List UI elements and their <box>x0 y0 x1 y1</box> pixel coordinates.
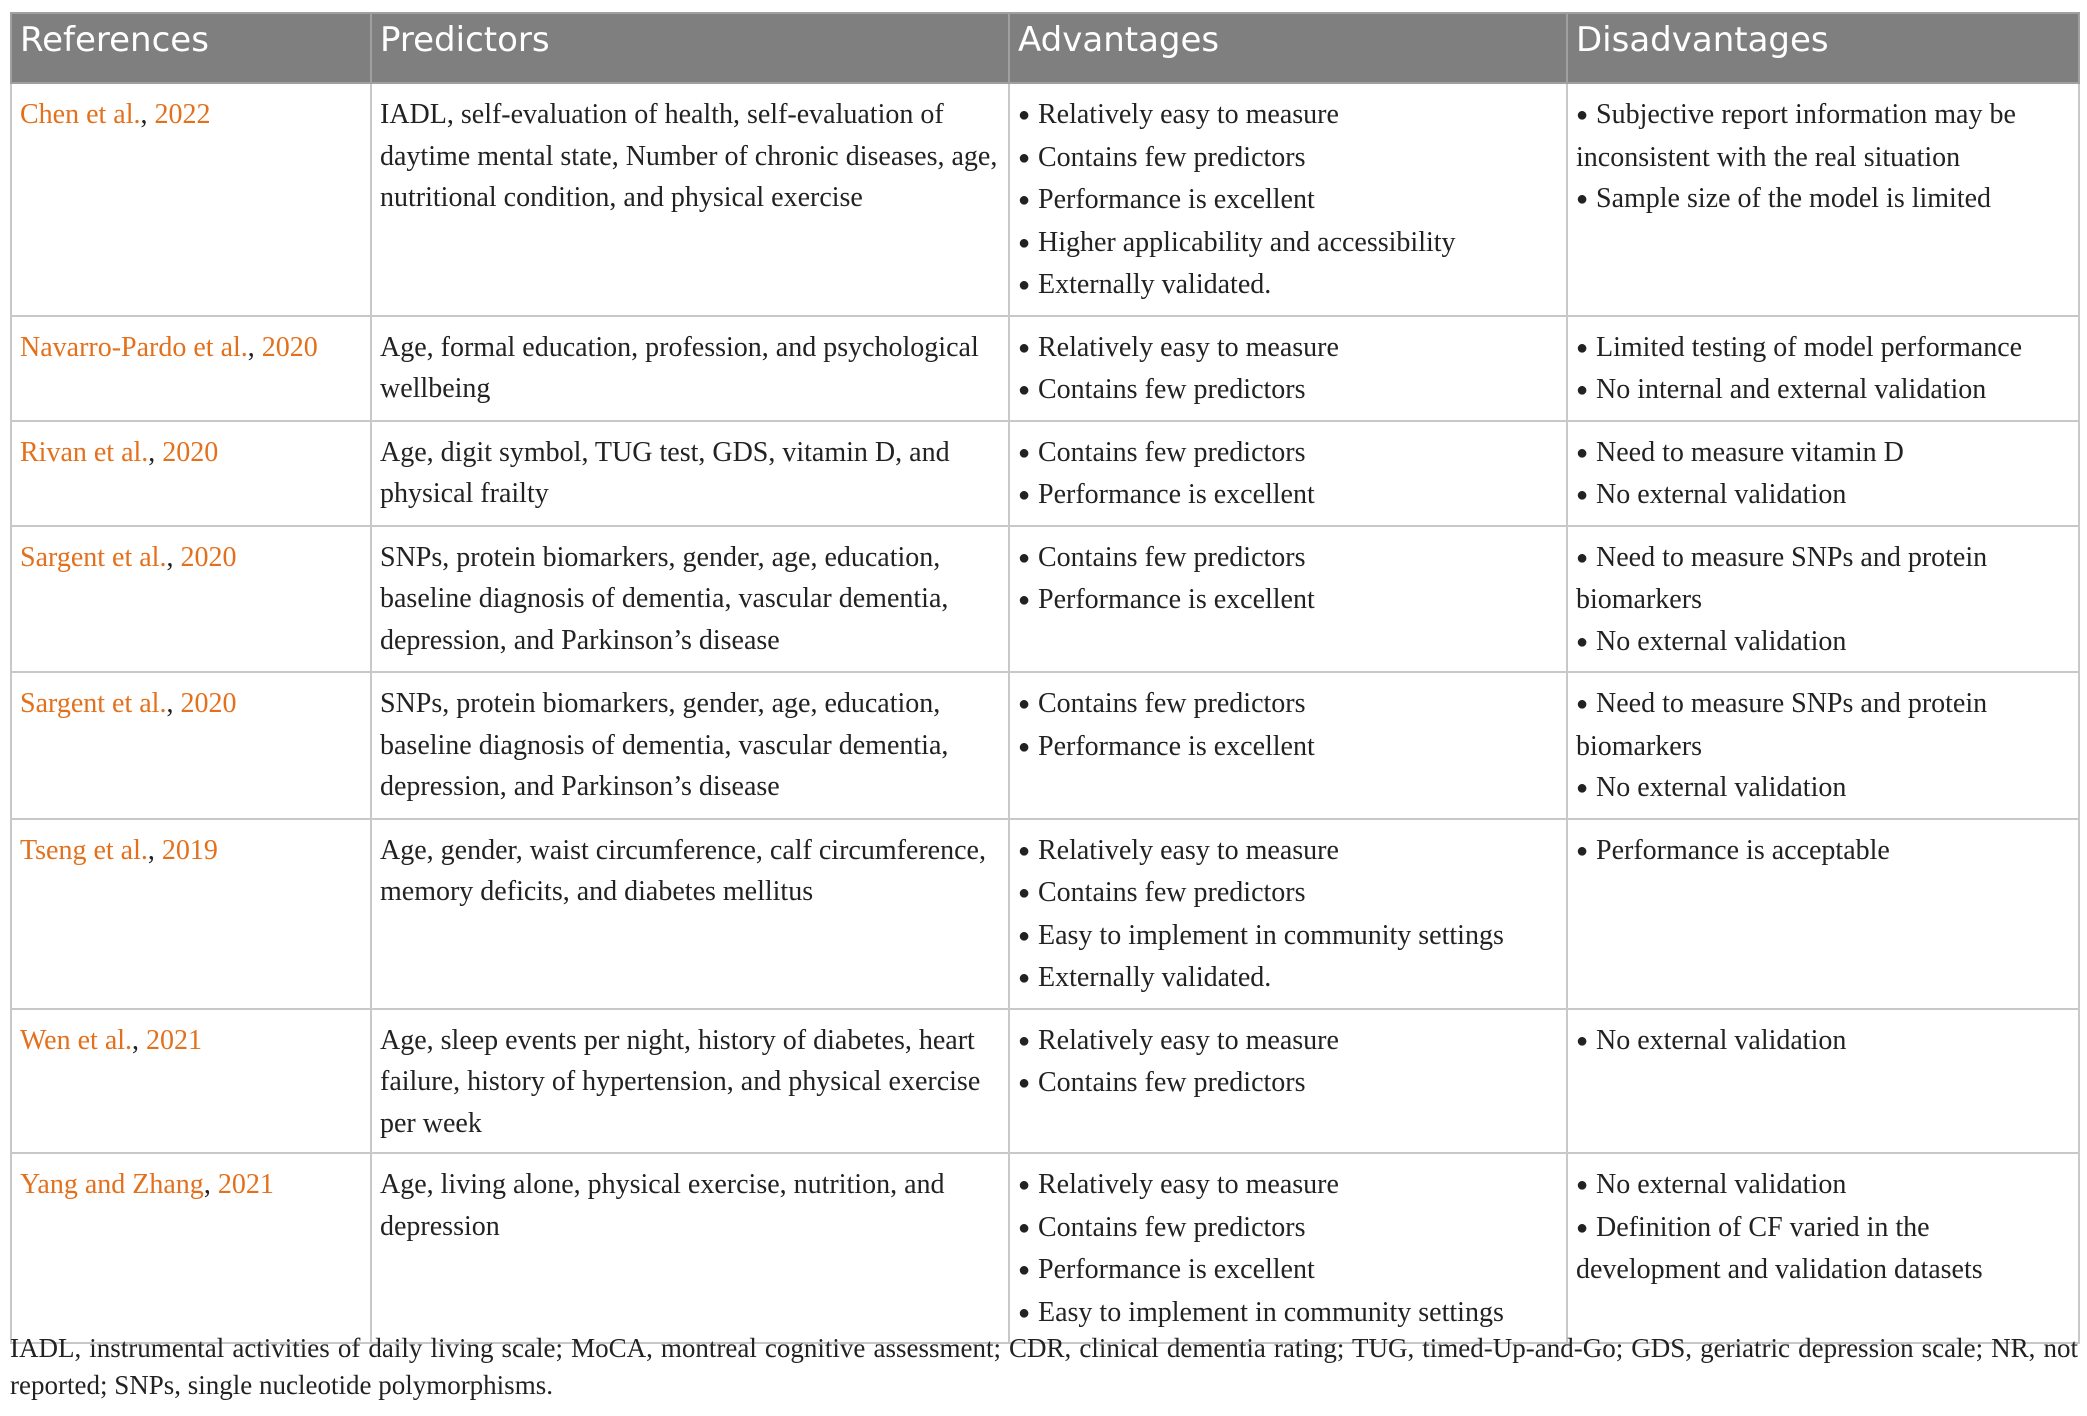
bullet-icon: ● <box>1576 379 1589 401</box>
bullet-icon: ● <box>1018 231 1031 254</box>
reference-year-link[interactable]: 2022 <box>154 99 211 130</box>
list-item-text: Need to measure vitamin D <box>1596 436 1904 468</box>
bullet-icon: ● <box>1576 188 1589 210</box>
reference-year-link[interactable]: 2021 <box>217 1169 274 1200</box>
list-item-text: Contains few predictors <box>1038 688 1306 719</box>
header-references: References <box>11 13 371 83</box>
bullet-icon: ● <box>1018 441 1031 464</box>
table-row <box>11 1009 2079 1154</box>
predictors-cell: SNPs, protein biomarkers, gender, age, education, baseline diagnosis of dementia, vascular dementia, depression, and Parkinson’s disease <box>371 526 1009 673</box>
bullet-icon: ● <box>1018 1216 1031 1239</box>
list-item-text: Subjective report information may be inconsistent with the real situation <box>1576 99 2016 173</box>
list-item-text: Easy to implement in community settings <box>1038 1296 1504 1328</box>
bullet-icon: ● <box>1018 104 1031 126</box>
list-item <box>1018 474 1560 517</box>
bullet-icon: ● <box>1576 839 1589 862</box>
list-item <box>1576 474 2072 517</box>
reference-author-link[interactable]: Chen et al. <box>20 99 141 130</box>
reference-author-link[interactable]: Sargent et al. <box>20 541 167 573</box>
list-item <box>1576 537 2072 621</box>
list-item <box>1576 1020 2072 1063</box>
reference-separator: , <box>247 331 262 363</box>
list-item <box>1018 1249 1560 1292</box>
list-item <box>1576 94 2072 178</box>
reference-separator: , <box>166 541 181 573</box>
reference-author-link[interactable]: Sargent et al. <box>20 688 167 719</box>
disadvantages-cell-list <box>1576 830 2072 873</box>
list-item <box>1576 1207 2072 1291</box>
table-row <box>11 1153 2079 1343</box>
table-row <box>11 421 2079 526</box>
list-item <box>1018 1020 1560 1063</box>
list-item <box>1018 179 1560 222</box>
list-item <box>1018 137 1560 180</box>
bullet-icon: ● <box>1018 546 1031 569</box>
bullet-icon: ● <box>1018 1301 1031 1324</box>
reference-separator: , <box>148 436 163 468</box>
list-item-text: Higher applicability and accessibility <box>1038 226 1456 258</box>
advantages-cell <box>1009 421 1567 526</box>
list-item <box>1576 369 2072 412</box>
bullet-icon: ● <box>1018 274 1031 296</box>
reference-author-link[interactable]: Wen et al. <box>20 1024 133 1056</box>
list-item-text: Contains few predictors <box>1038 877 1306 908</box>
list-item-text: Relatively easy to measure <box>1038 331 1339 363</box>
disadvantages-cell <box>1567 1153 2079 1343</box>
advantages-cell-list <box>1018 830 1560 1000</box>
advantages-cell-list <box>1018 683 1560 768</box>
bullet-icon: ● <box>1018 882 1031 904</box>
list-item-text: Relatively easy to measure <box>1038 834 1339 866</box>
disadvantages-cell-list <box>1576 683 2072 810</box>
list-item-text: Contains few predictors <box>1038 141 1306 173</box>
list-item <box>1018 683 1560 726</box>
table-row <box>11 526 2079 673</box>
disadvantages-cell <box>1567 819 2079 1009</box>
disadvantages-cell-list <box>1576 327 2072 412</box>
list-item-text: Relatively easy to measure <box>1038 1169 1339 1200</box>
list-item <box>1018 264 1560 307</box>
bullet-icon: ● <box>1018 735 1031 758</box>
list-item <box>1576 432 2072 475</box>
predictors-cell: SNPs, protein biomarkers, gender, age, education, baseline diagnosis of dementia, vascular dementia, depression, and Parkinson’s disease <box>371 672 1009 819</box>
list-item-text: Definition of CF varied in the development and validation datasets <box>1576 1211 1983 1285</box>
disadvantages-cell-list <box>1576 537 2072 664</box>
bullet-icon: ● <box>1018 589 1031 611</box>
bullet-icon: ● <box>1018 379 1031 401</box>
list-item <box>1018 915 1560 958</box>
reference-cell <box>11 421 371 526</box>
list-item-text: Contains few predictors <box>1038 374 1306 405</box>
reference-year-link[interactable]: 2020 <box>180 688 237 719</box>
bullet-icon: ● <box>1018 336 1031 359</box>
reference-cell <box>11 1153 371 1343</box>
list-item-text: Contains few predictors <box>1038 436 1306 468</box>
reference-author-link[interactable]: Rivan et al. <box>20 436 149 468</box>
list-item <box>1018 579 1560 622</box>
list-item-text: Need to measure SNPs and protein biomarkers <box>1576 541 1988 615</box>
list-item-text: Performance is excellent <box>1038 1254 1315 1285</box>
advantages-cell <box>1009 1009 1567 1154</box>
list-item-text: Contains few predictors <box>1038 1211 1306 1243</box>
bullet-icon: ● <box>1018 189 1031 211</box>
bullet-icon: ● <box>1018 1072 1031 1094</box>
disadvantages-cell-list <box>1576 1020 2072 1063</box>
list-item-text: Sample size of the model is limited <box>1596 183 1992 214</box>
header-predictors: Predictors <box>371 13 1009 83</box>
list-item-text: Contains few predictors <box>1038 1067 1306 1098</box>
list-item-text: Externally validated. <box>1038 269 1272 300</box>
list-item <box>1018 369 1560 412</box>
reference-cell <box>11 819 371 1009</box>
list-item-text: No internal and external validation <box>1596 374 1987 405</box>
predictors-cell: IADL, self-evaluation of health, self-evaluation of daytime mental state, Number of chronic diseases, age, nutritional condition, and physical exercise <box>371 83 1009 316</box>
list-item-text: Easy to implement in community settings <box>1038 919 1504 951</box>
reference-year-link[interactable]: 2020 <box>180 541 237 573</box>
bullet-icon: ● <box>1576 693 1589 715</box>
header-disadvantages: Disadvantages <box>1567 13 2079 83</box>
bullet-icon: ● <box>1018 967 1031 989</box>
advantages-cell <box>1009 1153 1567 1343</box>
bullet-icon: ● <box>1576 777 1589 799</box>
predictors-cell: Age, gender, waist circumference, calf circumference, memory deficits, and diabetes mellitus <box>371 819 1009 1009</box>
predictors-cell: Age, digit symbol, TUG test, GDS, vitamin D, and physical frailty <box>371 421 1009 526</box>
bullet-icon: ● <box>1576 104 1589 126</box>
disadvantages-cell-list <box>1576 1164 2072 1291</box>
list-item <box>1018 872 1560 915</box>
list-item <box>1018 726 1560 769</box>
advantages-cell-list <box>1018 327 1560 412</box>
advantages-cell <box>1009 83 1567 316</box>
advantages-cell <box>1009 819 1567 1009</box>
reference-cell <box>11 672 371 819</box>
list-item <box>1018 1164 1560 1207</box>
list-item-text: Contains few predictors <box>1038 541 1306 573</box>
disadvantages-cell <box>1567 526 2079 673</box>
predictors-cell: Age, sleep events per night, history of diabetes, heart failure, history of hypertension, and physical exercise per week <box>371 1009 1009 1154</box>
reference-separator: , <box>140 99 155 130</box>
list-item <box>1018 327 1560 370</box>
list-item <box>1576 1164 2072 1207</box>
disadvantages-cell <box>1567 83 2079 316</box>
table-row <box>11 819 2079 1009</box>
reference-author-link[interactable]: Yang and Zhang <box>20 1169 204 1200</box>
list-item <box>1576 327 2072 370</box>
list-item <box>1576 178 2072 221</box>
reference-year-link[interactable]: 2019 <box>161 834 218 866</box>
advantages-cell <box>1009 316 1567 421</box>
reference-separator: , <box>147 834 162 866</box>
advantages-cell-list <box>1018 94 1560 307</box>
list-item-text: Performance is excellent <box>1038 730 1315 762</box>
list-item-text: Externally validated. <box>1038 962 1272 993</box>
disadvantages-cell <box>1567 672 2079 819</box>
bullet-icon: ● <box>1018 1259 1031 1281</box>
reference-cell <box>11 1009 371 1154</box>
bullet-icon: ● <box>1576 1216 1589 1239</box>
table-row <box>11 83 2079 316</box>
list-item-text: No external validation <box>1596 1169 1847 1200</box>
list-item-text: Performance is excellent <box>1038 184 1315 215</box>
list-item-text: Limited testing of model performance <box>1596 331 2023 363</box>
reference-year-link[interactable]: 2021 <box>146 1024 203 1056</box>
bullet-icon: ● <box>1018 1029 1031 1052</box>
reference-year-link[interactable]: 2020 <box>261 331 318 363</box>
advantages-cell-list <box>1018 1164 1560 1334</box>
reference-separator: , <box>132 1024 147 1056</box>
disadvantages-cell <box>1567 421 2079 526</box>
bullet-icon: ● <box>1576 1174 1589 1196</box>
list-item <box>1018 1062 1560 1105</box>
list-item <box>1018 222 1560 265</box>
list-item-text: Performance is excellent <box>1038 479 1315 510</box>
list-item-text: Relatively easy to measure <box>1038 1024 1339 1056</box>
advantages-cell-list <box>1018 432 1560 517</box>
bullet-icon: ● <box>1018 484 1031 506</box>
disadvantages-cell-list <box>1576 94 2072 221</box>
bullet-icon: ● <box>1576 336 1589 359</box>
list-item <box>1576 683 2072 767</box>
reference-author-link[interactable]: Tseng et al. <box>20 834 148 866</box>
bullet-icon: ● <box>1018 693 1031 715</box>
table-footnote: IADL, instrumental activities of daily living scale; MoCA, montreal cognitive assessment; CDR, clinical dementia rating; TUG, timed-Up-and-Go; GDS, geriatric depression scale; NR, not reported; SNPs, single nucleotide polymorphisms. <box>10 1333 2078 1400</box>
list-item <box>1018 957 1560 1000</box>
list-item <box>1018 1292 1560 1335</box>
advantages-cell-list <box>1018 1020 1560 1105</box>
bullet-icon: ● <box>1018 839 1031 862</box>
header-advantages: Advantages <box>1009 13 1567 83</box>
table-body <box>11 83 2079 1343</box>
list-item <box>1018 1207 1560 1250</box>
predictors-cell: Age, living alone, physical exercise, nutrition, and depression <box>371 1153 1009 1343</box>
bullet-icon: ● <box>1576 546 1589 569</box>
list-item-text: No external validation <box>1596 772 1847 803</box>
list-item-text: No external validation <box>1596 1024 1847 1056</box>
bullet-icon: ● <box>1576 1029 1589 1052</box>
advantages-cell <box>1009 672 1567 819</box>
list-item <box>1018 537 1560 580</box>
list-item-text: Relatively easy to measure <box>1038 99 1339 130</box>
header-row <box>11 13 2079 83</box>
reference-author-link[interactable]: Navarro-Pardo et al. <box>20 331 248 363</box>
list-item <box>1018 94 1560 137</box>
disadvantages-cell <box>1567 1009 2079 1154</box>
list-item <box>1018 432 1560 475</box>
list-item-text: Need to measure SNPs and protein biomarkers <box>1576 688 1988 762</box>
table-row <box>11 672 2079 819</box>
list-item-text: No external validation <box>1596 479 1847 510</box>
disadvantages-cell-list <box>1576 432 2072 517</box>
list-item <box>1576 767 2072 810</box>
list-item-text: No external validation <box>1596 625 1847 657</box>
bullet-icon: ● <box>1576 441 1589 464</box>
bullet-icon: ● <box>1018 146 1031 169</box>
disadvantages-cell <box>1567 316 2079 421</box>
reference-cell <box>11 83 371 316</box>
bullet-icon: ● <box>1018 1174 1031 1196</box>
list-item-text: Performance is acceptable <box>1596 834 1890 866</box>
table-container <box>10 12 2078 1344</box>
reference-cell <box>11 526 371 673</box>
predictors-cell: Age, formal education, profession, and psychological wellbeing <box>371 316 1009 421</box>
bullet-icon: ● <box>1576 484 1589 506</box>
comparison-table <box>10 12 2080 1344</box>
reference-cell <box>11 316 371 421</box>
reference-separator: , <box>166 688 181 719</box>
reference-year-link[interactable]: 2020 <box>162 436 219 468</box>
table-row <box>11 316 2079 421</box>
list-item-text: Performance is excellent <box>1038 584 1315 615</box>
advantages-cell <box>1009 526 1567 673</box>
bullet-icon: ● <box>1018 924 1031 947</box>
reference-separator: , <box>203 1169 218 1200</box>
list-item <box>1018 830 1560 873</box>
list-item <box>1576 830 2072 873</box>
bullet-icon: ● <box>1576 630 1589 653</box>
advantages-cell-list <box>1018 537 1560 622</box>
list-item <box>1576 621 2072 664</box>
